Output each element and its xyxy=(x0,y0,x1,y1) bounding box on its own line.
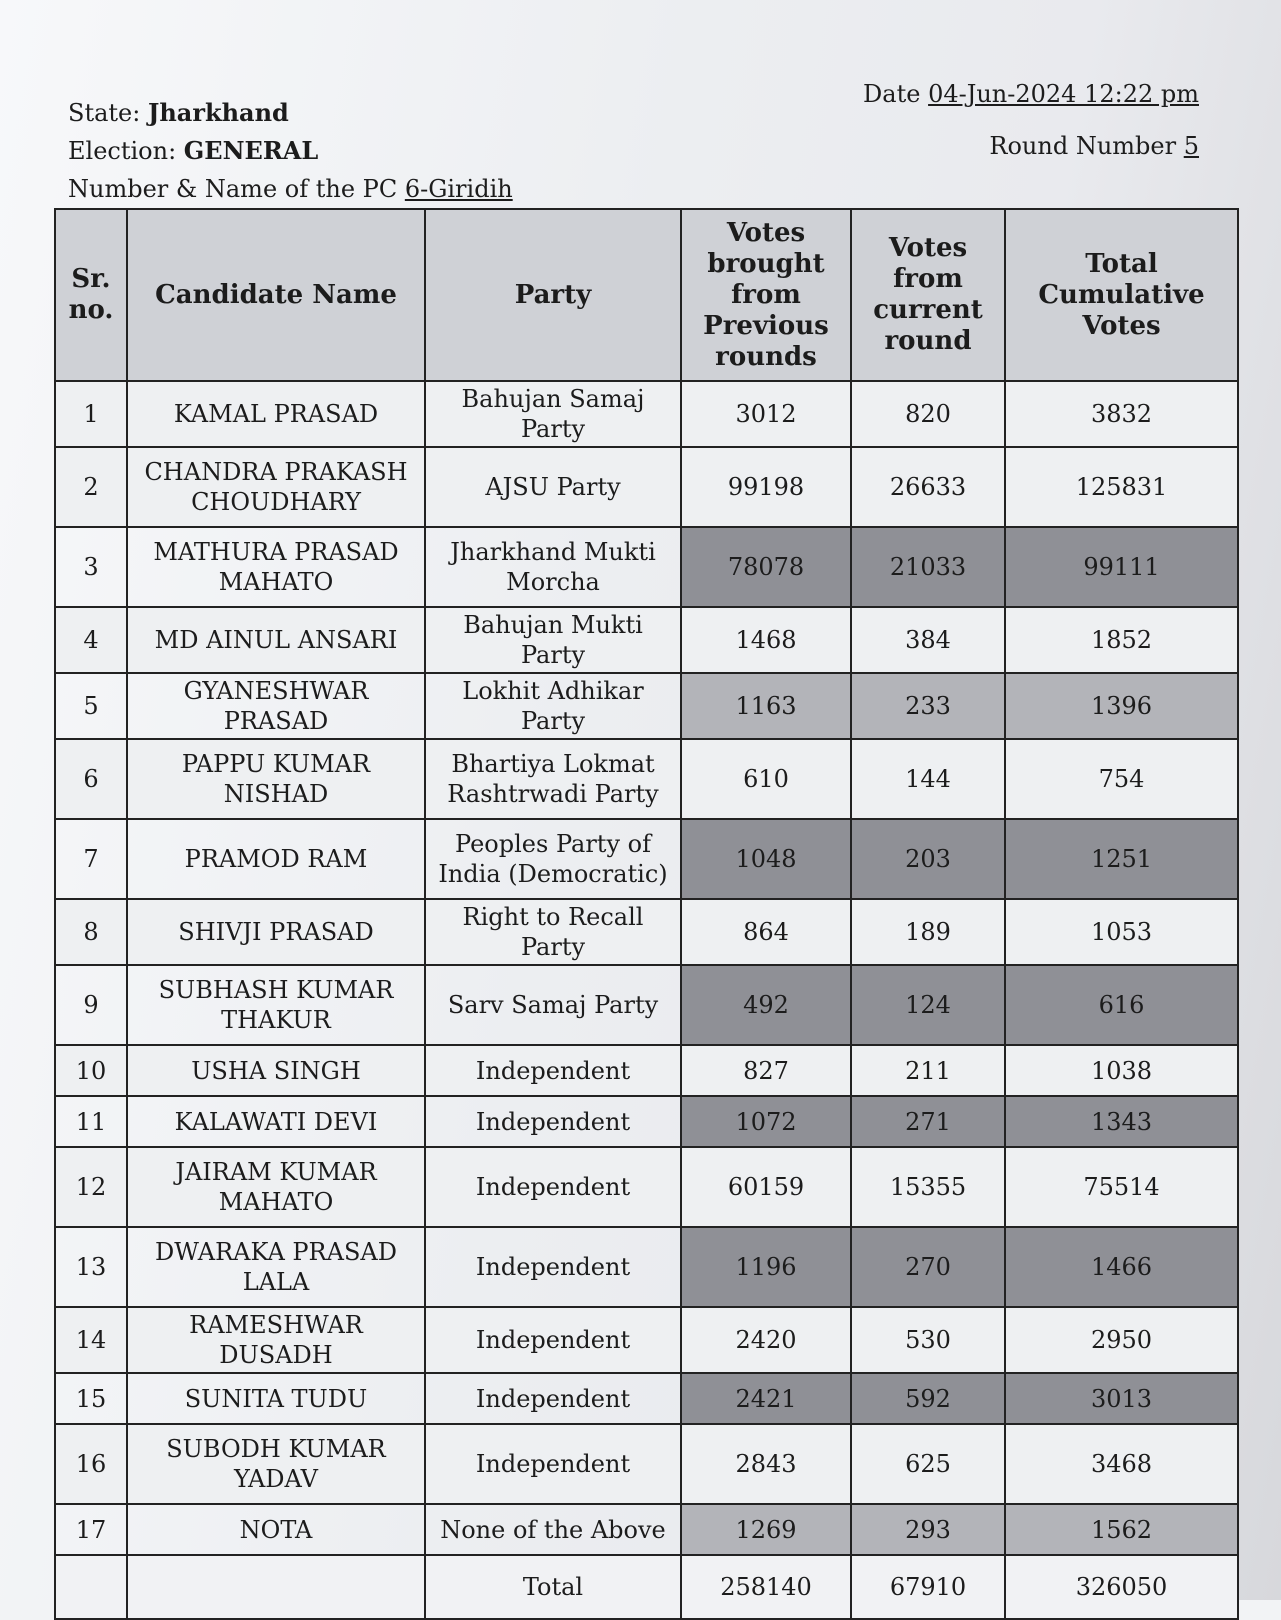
cell-votes-current: 270 xyxy=(851,1227,1005,1307)
cell-votes-current: 592 xyxy=(851,1373,1005,1424)
table-row xyxy=(55,1096,1238,1147)
cell-votes-previous: 2421 xyxy=(681,1373,851,1424)
cell-party: Peoples Party of India (Democratic) xyxy=(425,819,681,899)
col-candidate-name: Candidate Name xyxy=(127,209,425,381)
total-row xyxy=(55,1555,1238,1619)
cell-sr-no: 10 xyxy=(55,1045,127,1096)
col-votes-previous: Votes brought from Previous rounds xyxy=(681,209,851,381)
header-right xyxy=(863,68,1199,172)
state-value: Jharkhand xyxy=(147,98,289,127)
cell-sr-no: 7 xyxy=(55,819,127,899)
table-row xyxy=(55,527,1238,607)
cell-candidate-name: MD AINUL ANSARI xyxy=(127,607,425,673)
cell-party: Independent xyxy=(425,1307,681,1373)
date-label: Date xyxy=(863,80,921,108)
cell-party: Jharkhand Mukti Morcha xyxy=(425,527,681,607)
table-row xyxy=(55,965,1238,1045)
cell-candidate-name: KAMAL PRASAD xyxy=(127,381,425,447)
total-label: Total xyxy=(425,1555,681,1619)
cell-sr-no: 9 xyxy=(55,965,127,1045)
cell-votes-previous: 3012 xyxy=(681,381,851,447)
cell-total-cumulative: 125831 xyxy=(1005,447,1238,527)
cell-sr-no: 13 xyxy=(55,1227,127,1307)
cell-total-cumulative: 3468 xyxy=(1005,1424,1238,1504)
election-line xyxy=(68,132,513,170)
col-sr-no: Sr. no. xyxy=(55,209,127,381)
cell-party: Independent xyxy=(425,1045,681,1096)
table-row xyxy=(55,819,1238,899)
cell-total-cumulative: 99111 xyxy=(1005,527,1238,607)
cell-candidate-name: KALAWATI DEVI xyxy=(127,1096,425,1147)
cell-votes-previous: 1072 xyxy=(681,1096,851,1147)
header-left xyxy=(68,94,513,208)
total-cumulative: 326050 xyxy=(1005,1555,1238,1619)
cell-candidate-name: SUNITA TUDU xyxy=(127,1373,425,1424)
cell-votes-previous: 1163 xyxy=(681,673,851,739)
date-line xyxy=(863,68,1199,120)
cell-total-cumulative: 1396 xyxy=(1005,673,1238,739)
cell-votes-current: 271 xyxy=(851,1096,1005,1147)
date-value: 04-Jun-2024 12:22 pm xyxy=(928,80,1199,108)
cell-candidate-name: NOTA xyxy=(127,1504,425,1555)
table-row xyxy=(55,1147,1238,1227)
total-votes-previous: 258140 xyxy=(681,1555,851,1619)
cell-total-cumulative: 75514 xyxy=(1005,1147,1238,1227)
cell-votes-previous: 1048 xyxy=(681,819,851,899)
table-header-row xyxy=(55,209,1238,381)
cell-votes-current: 625 xyxy=(851,1424,1005,1504)
col-party: Party xyxy=(425,209,681,381)
cell-total-cumulative: 1343 xyxy=(1005,1096,1238,1147)
col-votes-current: Votes from current round xyxy=(851,209,1005,381)
cell-total-cumulative: 1038 xyxy=(1005,1045,1238,1096)
cell-votes-current: 26633 xyxy=(851,447,1005,527)
table-row xyxy=(55,1227,1238,1307)
round-label: Round Number xyxy=(989,132,1177,160)
table-row xyxy=(55,739,1238,819)
cell-party: Independent xyxy=(425,1227,681,1307)
cell-candidate-name: PAPPU KUMAR NISHAD xyxy=(127,739,425,819)
cell-candidate-name: SUBHASH KUMAR THAKUR xyxy=(127,965,425,1045)
cell-total-cumulative: 1466 xyxy=(1005,1227,1238,1307)
cell-sr-no: 17 xyxy=(55,1504,127,1555)
cell-sr-no: 11 xyxy=(55,1096,127,1147)
table-row xyxy=(55,381,1238,447)
cell-candidate-name: USHA SINGH xyxy=(127,1045,425,1096)
cell-votes-current: 530 xyxy=(851,1307,1005,1373)
cell-votes-previous: 2843 xyxy=(681,1424,851,1504)
cell-sr-no: 15 xyxy=(55,1373,127,1424)
table-row xyxy=(55,1307,1238,1373)
cell-candidate-name: JAIRAM KUMAR MAHATO xyxy=(127,1147,425,1227)
round-value: 5 xyxy=(1183,132,1199,160)
cell-votes-current: 15355 xyxy=(851,1147,1005,1227)
cell-votes-previous: 2420 xyxy=(681,1307,851,1373)
cell-sr-no: 8 xyxy=(55,899,127,965)
cell-candidate-name: PRAMOD RAM xyxy=(127,819,425,899)
cell-sr-no: 16 xyxy=(55,1424,127,1504)
cell-votes-current: 124 xyxy=(851,965,1005,1045)
cell-votes-current: 21033 xyxy=(851,527,1005,607)
cell-sr-no: 5 xyxy=(55,673,127,739)
cell-total-cumulative: 3013 xyxy=(1005,1373,1238,1424)
cell-candidate-name: RAMESHWAR DUSADH xyxy=(127,1307,425,1373)
cell-sr-no: 1 xyxy=(55,381,127,447)
cell-sr-no: 2 xyxy=(55,447,127,527)
cell-total-cumulative: 616 xyxy=(1005,965,1238,1045)
cell-votes-previous: 78078 xyxy=(681,527,851,607)
table-row xyxy=(55,1045,1238,1096)
pc-line xyxy=(68,170,513,208)
pc-label: Number & Name of the PC xyxy=(68,175,398,203)
cell-votes-previous: 827 xyxy=(681,1045,851,1096)
cell-sr-no: 6 xyxy=(55,739,127,819)
cell-votes-previous: 1468 xyxy=(681,607,851,673)
cell-sr-no: 3 xyxy=(55,527,127,607)
cell-blank xyxy=(127,1555,425,1619)
cell-votes-current: 233 xyxy=(851,673,1005,739)
table-row xyxy=(55,673,1238,739)
results-table xyxy=(54,208,1239,1620)
cell-total-cumulative: 1852 xyxy=(1005,607,1238,673)
col-total-cumulative: Total Cumulative Votes xyxy=(1005,209,1238,381)
cell-votes-current: 820 xyxy=(851,381,1005,447)
total-votes-current: 67910 xyxy=(851,1555,1005,1619)
cell-party: AJSU Party xyxy=(425,447,681,527)
table-row xyxy=(55,607,1238,673)
cell-party: Bahujan Mukti Party xyxy=(425,607,681,673)
cell-total-cumulative: 1251 xyxy=(1005,819,1238,899)
cell-candidate-name: CHANDRA PRAKASH CHOUDHARY xyxy=(127,447,425,527)
election-label: Election: xyxy=(68,137,177,165)
cell-votes-previous: 864 xyxy=(681,899,851,965)
cell-votes-current: 293 xyxy=(851,1504,1005,1555)
cell-party: None of the Above xyxy=(425,1504,681,1555)
cell-votes-previous: 610 xyxy=(681,739,851,819)
cell-total-cumulative: 1053 xyxy=(1005,899,1238,965)
cell-votes-previous: 1196 xyxy=(681,1227,851,1307)
cell-candidate-name: SUBODH KUMAR YADAV xyxy=(127,1424,425,1504)
cell-total-cumulative: 1562 xyxy=(1005,1504,1238,1555)
cell-party: Independent xyxy=(425,1096,681,1147)
table-row xyxy=(55,1424,1238,1504)
cell-sr-no: 4 xyxy=(55,607,127,673)
cell-candidate-name: GYANESHWAR PRASAD xyxy=(127,673,425,739)
cell-candidate-name: DWARAKA PRASAD LALA xyxy=(127,1227,425,1307)
cell-votes-previous: 99198 xyxy=(681,447,851,527)
cell-votes-previous: 1269 xyxy=(681,1504,851,1555)
table-row xyxy=(55,1373,1238,1424)
table-body xyxy=(55,381,1238,1619)
cell-candidate-name: MATHURA PRASAD MAHATO xyxy=(127,527,425,607)
round-line xyxy=(863,120,1199,172)
pc-value: 6-Giridih xyxy=(404,175,513,203)
cell-sr-no: 12 xyxy=(55,1147,127,1227)
election-value: GENERAL xyxy=(183,136,319,165)
cell-sr-no: 14 xyxy=(55,1307,127,1373)
cell-total-cumulative: 3832 xyxy=(1005,381,1238,447)
table-row xyxy=(55,899,1238,965)
cell-votes-previous: 60159 xyxy=(681,1147,851,1227)
cell-votes-current: 203 xyxy=(851,819,1005,899)
cell-party: Sarv Samaj Party xyxy=(425,965,681,1045)
cell-party: Right to Recall Party xyxy=(425,899,681,965)
cell-party: Bhartiya Lokmat Rashtrwadi Party xyxy=(425,739,681,819)
cell-candidate-name: SHIVJI PRASAD xyxy=(127,899,425,965)
cell-blank xyxy=(55,1555,127,1619)
cell-total-cumulative: 2950 xyxy=(1005,1307,1238,1373)
table-row xyxy=(55,447,1238,527)
cell-party: Lokhit Adhikar Party xyxy=(425,673,681,739)
cell-votes-current: 189 xyxy=(851,899,1005,965)
cell-party: Bahujan Samaj Party xyxy=(425,381,681,447)
cell-party: Independent xyxy=(425,1424,681,1504)
cell-votes-current: 384 xyxy=(851,607,1005,673)
cell-votes-current: 144 xyxy=(851,739,1005,819)
cell-party: Independent xyxy=(425,1147,681,1227)
cell-votes-current: 211 xyxy=(851,1045,1005,1096)
cell-votes-previous: 492 xyxy=(681,965,851,1045)
cell-total-cumulative: 754 xyxy=(1005,739,1238,819)
table-row xyxy=(55,1504,1238,1555)
cell-party: Independent xyxy=(425,1373,681,1424)
state-line xyxy=(68,94,513,132)
state-label: State: xyxy=(68,99,141,127)
